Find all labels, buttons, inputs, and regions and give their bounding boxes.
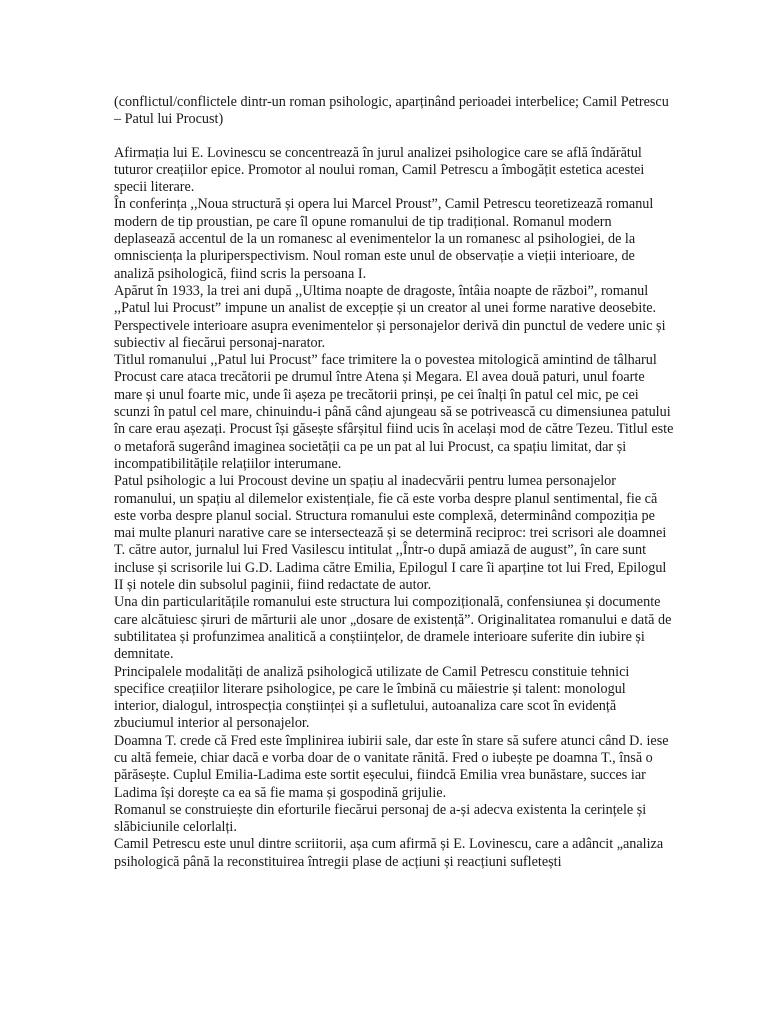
paragraph: Romanul se construiește din eforturile fiecărui personaj de a-și adecva existenta la cerințele și slăbiciunile celorlalți. <box>114 801 647 836</box>
paragraph: În conferința ,,Noua structură și opera lui Marcel Proust”, Camil Petrescu teoretizează romanul modern de tip proustian, pe care îl opune romanului de tip tradițional. Romanul modern deplasează accentul de la un romanesc al evenimentelor la un romanesc al psihologiei, de la omnisciența la pluriperspectivism. Noul roman este unul de observație a vieții interioare, de analiză psihologică, fiind scris la persoana I. <box>114 196 654 282</box>
paragraph: Titlul romanului ,,Patul lui Procust” face trimitere la o povestea mitologică amintind de tâlharul Procust care ataca trecătorii pe drumul între Atena și Megara. El avea două paturi, unul foarte mare și unul foarte mic, unde îi așeza pe trecătorii prinși, pe cei înalți în patul cel mic, pe cei scunzi în patul cel mare, chinuindu-i până când ajungeau să se potrivească cu dimensiunea patului în care erau așezați. Procust își găsește sfârșitul fiind ucis în același mod de către Tezeu. Titlul este o metaforă sugerând imaginea societății ca pe un pat al lui Procust, ca spațiu limitat, dar și incompatibilitățile relațiilor interumane. <box>114 352 674 472</box>
paragraph: Doamna T. crede că Fred este împlinirea iubirii sale, dar este în stare să sufere atunci când D. iese cu altă femeie, chiar dacă e vorba doar de o vanitate rănită. Fred o iubește pe doamna T., însă o părăsește. Cuplul Emilia-Ladima este sortit eșecului, fiindcă Emilia vrea bunăstare, succes iar Ladima își dorește ca ea să fie mama și gospodină grijulie. <box>114 732 669 801</box>
paragraph: Una din particularitățile romanului este structura lui compozițională, confensiunea și documente care alcătuiesc șiruri de mărturii ale unor „dosare de existență”. Originalitatea romanului e dată de subtilitatea și profunzimea analitică a conștiințelor, de dramele interioare suferite din iubire și demnitate. <box>114 594 672 663</box>
paragraph: Patul psihologic a lui Procoust devine un spațiu al inadecvării pentru lumea personajelor romanului, un spațiu al dilemelor existențiale, fie că este vorba despre planul sentimental, fie că este vorba despre planul social. Structura romanului este complexă, determinând compoziția pe mai multe planuri narative care se intersectează și se determină reciproc: trei scrisori ale doamnei T. către autor, jurnalul lui Fred Vasilescu intitulat ,,Într-o după amiază de august”, în care sunt incluse și scrisorile lui G.D. Ladima către Emilia, Epilogul I care îi aparține tot lui Fred, Epilogul II și notele din subsolul paginii, fiind redactate de autor. <box>114 473 667 594</box>
paragraph: Afirmația lui E. Lovinescu se concentrează în jurul analizei psihologice care se află îndărătul tuturor creațiilor epice. Promotor al noului roman, Camil Petrescu a îmbogățit estetica acestei specii literare. <box>114 144 645 196</box>
paragraph: Apărut în 1933, la trei ani după ,,Ultima noapte de dragoste, întâia noapte de război”, romanul ,,Patul lui Procust” impune un analist de excepție și un creator al unei forme narative deosebite. Perspectivele interioare asupra evenimentelor și personajelor derivă din punctul de vedere unic și subiectiv al fiecărui personaj-narator. <box>114 282 666 351</box>
paragraph: Principalele modalități de analiză psihologică utilizate de Camil Petrescu constituie tehnici specifice creațiilor literare psihologice, pe care le îmbină cu măiestrie și talent: monologul interior, dialogul, introspecția conștiinței și a sufletului, autoanaliza care scot în evidență zbuciumul interior al personajelor. <box>114 663 630 732</box>
document-body <box>114 94 674 871</box>
paragraph: Camil Petrescu este unul dintre scriitorii, așa cum afirmă și E. Lovinescu, care a adâncit „analiza psihologică până la reconstituirea întregii plase de acțiuni și reacțiuni sufletești <box>114 836 664 870</box>
document-subtitle: (conflictul/conflictele dintr-un roman psihologic, aparținând perioadei interbelice; Camil Petrescu – Patul lui Procust) <box>114 94 669 128</box>
